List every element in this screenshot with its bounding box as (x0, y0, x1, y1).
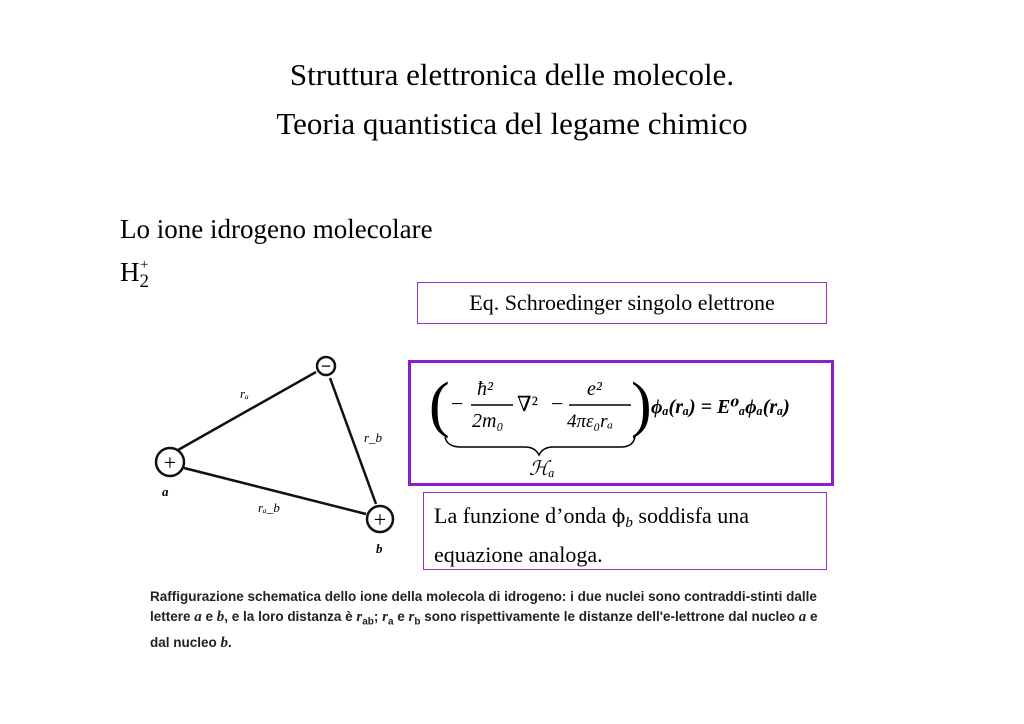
formula-left-paren: ( (429, 371, 450, 439)
caption-b-2: b (220, 634, 229, 651)
figure-caption (150, 587, 820, 653)
slide-title-line-2: Teoria quantistica del legame chimico (276, 106, 748, 141)
caption-mid-3: e dal nucleo (150, 609, 818, 650)
nucleus-b (367, 506, 393, 532)
caption-ra-sub: a (387, 616, 394, 628)
caption-a-2: a (798, 609, 807, 625)
caption-end: . (228, 634, 232, 650)
caption-part-2: , e la loro distanza è (224, 609, 357, 624)
schroedinger-formula-box (408, 360, 834, 486)
caption-part-1: Raffigurazione schematica dello ione della molecola di idrogeno: i due nuclei sono contraddi-stinti dalle lettere (150, 589, 817, 624)
section-heading (120, 211, 468, 300)
nucleus-a (156, 448, 184, 476)
caption-ra: r (382, 609, 388, 625)
label-rb: r_b (364, 430, 383, 445)
formula-rhs: ϕₐ(rₐ) = E⁰ₐϕₐ(rₐ) (651, 396, 790, 418)
formula-2m0: 2m₀ (472, 410, 504, 432)
caption-mid-1: e (201, 609, 217, 624)
nucleus-a-plus: + (163, 450, 177, 475)
caption-a-1: a (194, 609, 202, 625)
formula-minus-2: − (551, 391, 564, 416)
slide-title-line-1: Struttura elettronica delle molecole. (289, 57, 735, 92)
caption-mid-2: e (393, 609, 409, 624)
caption-b-1: b (216, 609, 225, 625)
wavefunction-note-box (423, 492, 827, 570)
caption-rb: r (408, 609, 415, 625)
formula-hbar-sq: ħ² (477, 378, 493, 400)
formula-nabla-sq: ∇² (517, 392, 538, 416)
formula-hamiltonian: ℋₐ (529, 458, 555, 480)
schroedinger-formula (411, 363, 831, 483)
caption-rb-sub: b (414, 616, 421, 628)
section-heading-text: Lo ione idrogeno molecolare H (120, 214, 433, 287)
formula-minus-1: − (451, 391, 464, 416)
caption-part-3: ; (373, 609, 383, 624)
label-ra: rₐ (240, 386, 249, 401)
under-brace (445, 437, 635, 455)
phi-symbol: ϕ (611, 504, 626, 528)
molecule-diagram (140, 350, 410, 570)
caption-rab: r (356, 609, 363, 625)
equation-label-box: Eq. Schroedinger singolo elettrone (417, 282, 827, 324)
phi-subscript: b (625, 515, 633, 531)
electron (317, 356, 335, 376)
h2-subscript: 2 (139, 271, 149, 292)
edge-ra (178, 372, 316, 450)
nucleus-b-plus: + (373, 507, 387, 532)
caption-rab-sub: ab (362, 616, 374, 628)
formula-right-paren: ) (631, 371, 652, 439)
note-text-2: soddisfa una equazione analoga. (434, 503, 749, 567)
formula-e-sq: e² (587, 378, 602, 400)
formula-denominator: 4πε₀rₐ (567, 411, 614, 432)
label-rab: rₐ_b (258, 500, 280, 515)
caption-part-4: sono rispettivamente le distanze dell'e-lettrone dal nucleo (420, 609, 799, 624)
h2-superscript: + (140, 257, 149, 273)
label-b: b (376, 541, 383, 556)
label-a: a (162, 484, 169, 499)
note-text-1: La funzione d’onda (434, 503, 612, 528)
electron-minus: − (320, 356, 332, 376)
